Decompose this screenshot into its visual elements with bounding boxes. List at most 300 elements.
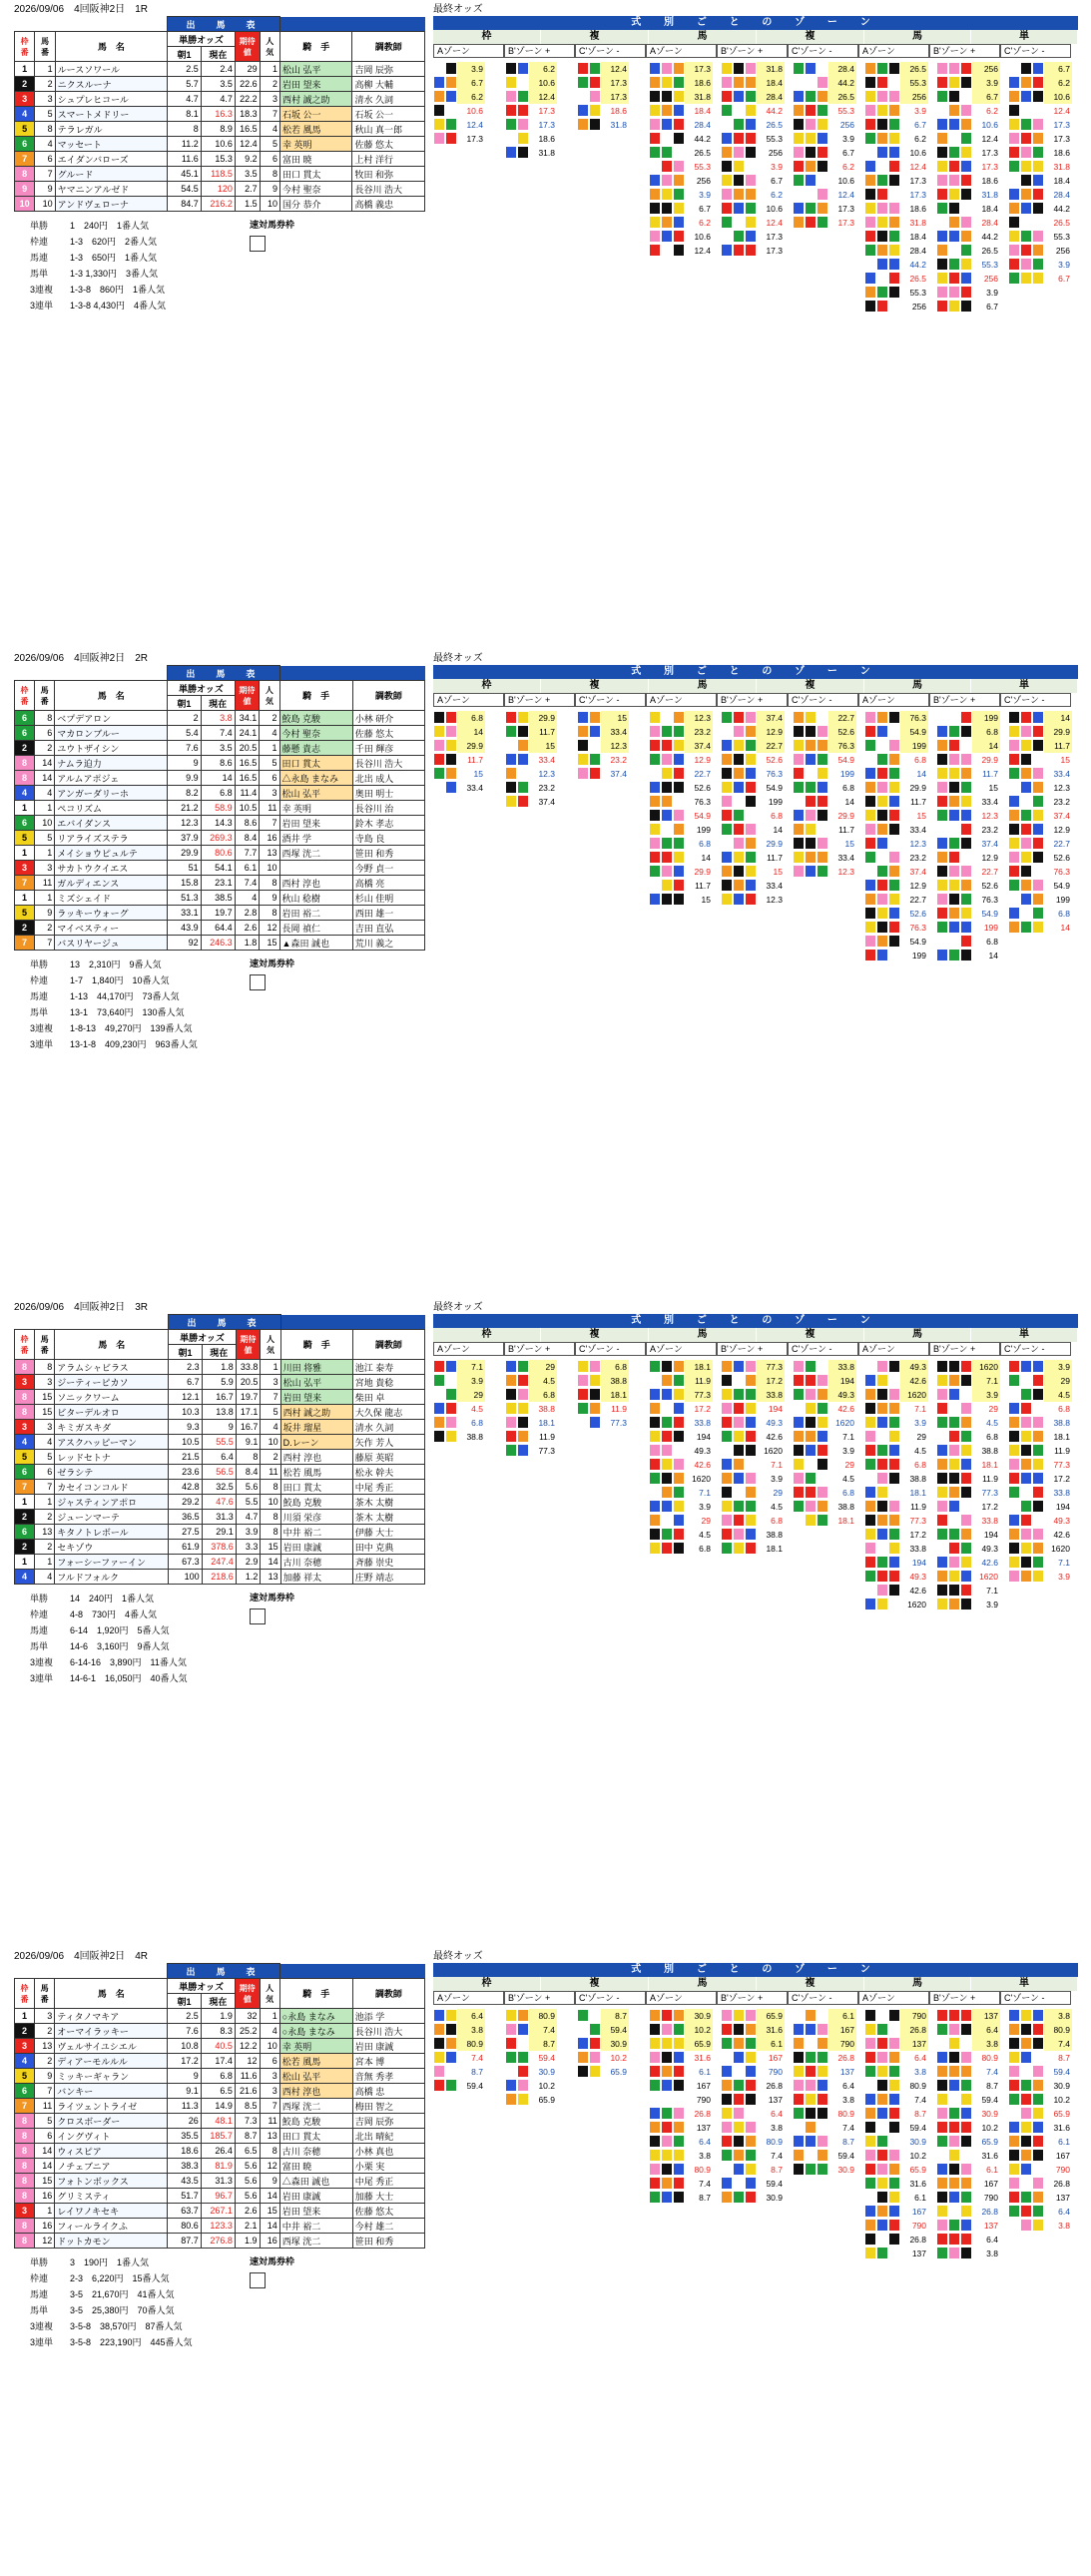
zone-cell-square [876, 851, 888, 864]
horse-name: サカトウクイエス [55, 861, 168, 876]
zone-cell-square [948, 90, 960, 103]
zone-cell-square [876, 2163, 888, 2176]
waku-number: 1 [15, 891, 35, 906]
zone-cell-square [1032, 2093, 1044, 2106]
zone-cell-square [1008, 90, 1020, 103]
zone-cell-value: 6.8 [972, 1430, 1000, 1444]
zone-cell-square [661, 202, 673, 215]
horse-name: クロスボーダー [55, 2114, 168, 2129]
zone-cell-square [505, 104, 517, 117]
zone-cell-square [876, 865, 888, 878]
zone-cell-square [864, 2037, 876, 2050]
zone-cell [793, 146, 856, 160]
zone-cell-square [649, 2079, 661, 2092]
quick-waku-label: 速対馬券枠 [250, 1593, 295, 1603]
zone-cell [1008, 879, 1072, 893]
odds-now: 7.4 [201, 726, 235, 741]
zone-cell-value: 3.9 [900, 104, 928, 118]
zone-cell-square [960, 2233, 972, 2246]
zone-cell-square [661, 104, 673, 117]
zone-heads [433, 1342, 1078, 1356]
zone-cell [793, 725, 856, 739]
zone-cell-square [589, 76, 601, 89]
zone-cell [864, 753, 928, 767]
zone-cell-square [733, 2191, 745, 2204]
zone-heads [433, 44, 1078, 58]
zone-cell-value: 77.3 [1044, 1458, 1072, 1472]
zone-cell [793, 174, 856, 188]
zone-cell-square [817, 188, 828, 201]
col-horse: 馬 名 [55, 681, 168, 711]
zone-cell [864, 1388, 928, 1402]
odds-now: 6.8 [201, 786, 235, 801]
zone-cell-square [1032, 837, 1044, 850]
race-meeting: 4回阪神2日 [74, 653, 126, 664]
zone-cell-square [649, 1430, 661, 1443]
zone-cell-value: 10.2 [1044, 2093, 1072, 2107]
zone-cell [505, 1416, 557, 1430]
waku-number: 4 [15, 2054, 35, 2069]
popularity: 6 [260, 771, 279, 786]
zone-cell-square [577, 1402, 589, 1415]
zone-cell-square [948, 2177, 960, 2190]
payout-body: 1-13 44,170円 73番人気 [70, 991, 180, 1001]
zone-cell [1008, 711, 1072, 725]
zone-cell-square [948, 935, 960, 948]
zone-cell-square [673, 865, 685, 878]
zone-cell-square [517, 2009, 529, 2022]
zone-cell-square [1032, 1528, 1044, 1541]
zone-cell-square [876, 90, 888, 103]
zone-cell-value: 59.4 [1044, 2065, 1072, 2079]
zone-cell-square [805, 62, 817, 75]
zone-cell-value: 11.7 [1044, 739, 1072, 753]
zone-cell-square [517, 2093, 529, 2106]
zone-cell-value: 12.4 [972, 132, 1000, 146]
odds-asa: 9.1 [168, 2084, 201, 2099]
zone-cell [936, 1556, 1000, 1570]
zone-cell-square [960, 1556, 972, 1569]
zone-cell-square [960, 2107, 972, 2120]
zone-cell-square [805, 1500, 817, 1513]
zone-cell [936, 1458, 1000, 1472]
zone-cell-square [876, 244, 888, 257]
odds-asa: 27.5 [169, 1525, 202, 1540]
popularity: 10 [260, 197, 279, 212]
horse-name: ジューンマーテ [55, 1510, 169, 1525]
zone-cell [864, 795, 928, 809]
zone-cell-square [649, 62, 661, 75]
zone-cell-square [1008, 2149, 1020, 2162]
zone-cell-square [948, 2107, 960, 2120]
zone-cell-square [589, 1360, 601, 1373]
zone-cell-square [864, 2205, 876, 2218]
odds-asa: 11.3 [168, 2099, 201, 2114]
trainer-name: 佐藤 悠太 [352, 726, 424, 741]
zone-cell-square [733, 118, 745, 131]
zone-cell [1008, 146, 1072, 160]
jockey-name: 岩田 康誠 [280, 1540, 352, 1555]
zone-column [505, 1360, 557, 1458]
zone-column [649, 62, 713, 258]
zone-cell-square [745, 1444, 757, 1457]
zone-cell-value: 11.9 [900, 1500, 928, 1514]
horse-name: エイダンバローズ [55, 152, 168, 167]
zone-cell-square [745, 1486, 757, 1499]
zone-cell-square [888, 2093, 900, 2106]
horse-name: リアライズステラ [55, 831, 168, 846]
zone-cell [936, 1402, 1000, 1416]
zone-cell [793, 2135, 856, 2149]
zone-cell-square [793, 146, 805, 159]
zone-cell-square [589, 2009, 601, 2022]
zone-cell-value: 29 [757, 1486, 785, 1500]
zone-cell-square [1020, 879, 1032, 892]
zone-cell-square [673, 62, 685, 75]
payout-body: 1-3-8 860円 1番人気 [70, 285, 166, 295]
zone-cell-square [745, 1402, 757, 1415]
trainer-name: 笹田 和秀 [352, 2234, 424, 2249]
zone-cell-square [745, 1514, 757, 1527]
entry-row [15, 182, 425, 197]
horse-number: 4 [34, 786, 54, 801]
zone-cell-square [445, 2065, 457, 2078]
zone-cell-square [888, 160, 900, 173]
jockey-name: 中井 裕二 [280, 1525, 352, 1540]
col-kitai: 期待値 [235, 681, 260, 711]
popularity: 12 [260, 2159, 279, 2174]
zone-cell-value: 12.4 [685, 244, 713, 258]
popularity: 7 [260, 107, 279, 122]
zone-cell-square [864, 1416, 876, 1429]
zone-cell-value: 12.3 [529, 767, 557, 781]
zone-cell-value: 18.6 [972, 174, 1000, 188]
jockey-name: 川須 栄彦 [280, 1510, 352, 1525]
popularity: 8 [260, 167, 279, 182]
zone-cell-square [721, 767, 733, 780]
zone-cell-square [721, 118, 733, 131]
zone-cell [1008, 893, 1072, 907]
zone-cell [793, 2163, 856, 2177]
zone-cell [505, 1430, 557, 1444]
expected-value: 32 [235, 2009, 260, 2024]
zone-group-label: 複 [757, 30, 864, 44]
zone-cell-square [745, 230, 757, 243]
zone-cell-square [876, 795, 888, 808]
zone-cell-value: 33.8 [972, 1514, 1000, 1528]
zone-cell-square [960, 90, 972, 103]
zone-cell-square [661, 2023, 673, 2036]
zone-cell [1008, 739, 1072, 753]
zone-cell-square [864, 1486, 876, 1499]
zone-cell-square [673, 1500, 685, 1513]
zone-cell-square [864, 711, 876, 724]
zone-cell-square [948, 809, 960, 822]
zone-cell-square [864, 118, 876, 131]
odds-asa: 80.6 [168, 2219, 201, 2234]
zone-cell-value: 30.9 [685, 2009, 713, 2023]
col-jockey: 騎 手 [280, 1330, 352, 1360]
zone-cell-value: 22.7 [972, 865, 1000, 879]
zone-cell-square [1032, 1472, 1044, 1485]
popularity: 16 [260, 2234, 279, 2249]
zone-cell-square [589, 753, 601, 766]
zone-cell-square [745, 244, 757, 257]
zone-cell-square [888, 893, 900, 906]
jockey-name: 岩田 康誠 [279, 2189, 352, 2204]
horse-number: 8 [34, 711, 54, 726]
zone-cell-square [505, 739, 517, 752]
zone-cell-square [589, 739, 601, 752]
zone-cell-square [888, 146, 900, 159]
zone-cell [864, 2191, 928, 2205]
zone-cell-square [649, 753, 661, 766]
col-asa: 朝1 [168, 1994, 201, 2009]
entry-table [14, 665, 425, 951]
zone-cell-square [793, 2107, 805, 2120]
zone-cell-square [793, 2121, 805, 2134]
expected-value: 4 [235, 891, 260, 906]
zone-cell-value: 31.8 [972, 188, 1000, 202]
horse-name: セキゾウ [55, 1540, 169, 1555]
zone-cell [1008, 795, 1072, 809]
zone-cell-square [1032, 893, 1044, 906]
zone-cell-square [864, 2009, 876, 2022]
zone-cell [505, 2037, 557, 2051]
zone-cell-square [888, 1584, 900, 1597]
zone-cell [864, 2177, 928, 2191]
zone-grid [433, 1963, 1078, 2258]
zone-cell-square [505, 118, 517, 131]
waku-number: 3 [15, 1420, 35, 1435]
zone-cell-square [517, 90, 529, 103]
zone-cell-square [661, 1444, 673, 1457]
zone-cell-value: 3.9 [685, 188, 713, 202]
zone-cell-square [505, 1374, 517, 1387]
zone-cell-square [948, 2065, 960, 2078]
zone-cell-square [876, 202, 888, 215]
zone-cell [864, 935, 928, 949]
zone-cell-value: 18.6 [601, 104, 629, 118]
zone-cell-square [1020, 132, 1032, 145]
zone-cell-value: 790 [900, 2219, 928, 2233]
zone-cell-value: 6.8 [972, 725, 1000, 739]
zone-cell-square [948, 2023, 960, 2036]
zone-cell [721, 2079, 785, 2093]
payout-body: 2-3 6,220円 15番人気 [70, 2273, 170, 2283]
zone-cell-square [517, 2051, 529, 2064]
zone-cell-value: 26.5 [900, 62, 928, 76]
zone-cell-square [733, 2149, 745, 2162]
zone-cell-value: 10.6 [457, 104, 485, 118]
zone-cell-square [1032, 2023, 1044, 2036]
zone-cell [433, 739, 485, 753]
zone-cell-value: 12.9 [900, 879, 928, 893]
odds-now: 19.7 [201, 906, 235, 921]
waku-number: 4 [15, 1435, 35, 1450]
horse-number: 7 [34, 936, 54, 951]
odds-now: 80.6 [201, 846, 235, 861]
zone-cell-value: 3.8 [828, 2093, 856, 2107]
zone-cell-square [936, 1528, 948, 1541]
zone-cell-square [936, 753, 948, 766]
jockey-name: ○永島 まなみ [279, 2024, 352, 2039]
zone-cell-square [1008, 174, 1020, 187]
zone-cell-square [817, 837, 828, 850]
zone-cell-square [1008, 2023, 1020, 2036]
zone-cell-square [948, 949, 960, 962]
zone-cell [864, 837, 928, 851]
zone-cell-value: 55.3 [1044, 230, 1072, 244]
zone-cell-value: 4.5 [457, 1402, 485, 1416]
waku-number: 1 [15, 2009, 35, 2024]
zone-cell-square [649, 1416, 661, 1429]
horse-name: アンドヴェローナ [55, 197, 168, 212]
horse-name: メイショウピュルテ [55, 846, 168, 861]
zone-cell [936, 286, 1000, 300]
zone-cell-square [1020, 1458, 1032, 1471]
zone-cell-square [445, 2037, 457, 2050]
zone-cell-square [888, 2163, 900, 2176]
zone-cell-value: 22.7 [828, 711, 856, 725]
zone-cell-square [793, 90, 805, 103]
zone-cell-square [888, 725, 900, 738]
zone-cell [1008, 2135, 1072, 2149]
zone-cell-square [745, 795, 757, 808]
odds-now: 123.3 [201, 2219, 235, 2234]
zone-cell-value: 256 [1044, 244, 1072, 258]
zone-cell-square [888, 2135, 900, 2148]
zone-cell [936, 1542, 1000, 1556]
zone-cell-square [517, 1444, 529, 1457]
zone-cell-square [948, 174, 960, 187]
zone-cell-square [733, 104, 745, 117]
expected-value: 7.7 [235, 846, 260, 861]
zone-cell-square [817, 1444, 828, 1457]
zone-cell-value: 76.3 [1044, 865, 1072, 879]
zone-cell-value: 1620 [972, 1570, 1000, 1584]
zone-cell-square [960, 837, 972, 850]
zone-cell-value: 137 [1044, 2191, 1072, 2205]
zone-head: B'ゾーン + [929, 1342, 1000, 1356]
final-odds-title: 最終オッズ [433, 1951, 483, 1962]
zone-cell-square [721, 2107, 733, 2120]
race-section [0, 1298, 1091, 1927]
zone-cell [1008, 1416, 1072, 1430]
zone-cell-square [721, 2135, 733, 2148]
payout-type: 単勝 [30, 960, 49, 969]
zone-cell-square [649, 244, 661, 257]
zone-cell-square [721, 2037, 733, 2050]
zone-cell-square [1008, 1514, 1020, 1527]
zone-cell-square [721, 1374, 733, 1387]
zone-cell-square [433, 2023, 445, 2036]
zone-cell-square [1008, 1374, 1020, 1387]
zone-cell-square [721, 865, 733, 878]
zone-cell-square [721, 2163, 733, 2176]
zone-cell [1008, 1570, 1072, 1584]
zone-cell-square [805, 2163, 817, 2176]
jockey-name: 西塚 洸二 [279, 2099, 352, 2114]
zone-cell-square [517, 2065, 529, 2078]
zone-cell-square [1008, 2079, 1020, 2092]
zone-cell-square [1008, 767, 1020, 780]
zone-cell-square [876, 2149, 888, 2162]
zone-cell-value: 26.5 [757, 118, 785, 132]
zone-cell-square [1020, 739, 1032, 752]
zone-cell-square [745, 1500, 757, 1513]
odds-asa: 87.7 [168, 2234, 201, 2249]
zone-cell-value: 167 [757, 2051, 785, 2065]
zone-cell-square [577, 1416, 589, 1429]
zone-cell [1008, 2163, 1072, 2177]
waku-number: 3 [15, 2039, 35, 2054]
zone-cell-square [948, 865, 960, 878]
zone-cell-square [733, 1542, 745, 1555]
zone-cell-value: 44.2 [685, 132, 713, 146]
zone-cell-square [936, 1584, 948, 1597]
zone-cell-square [589, 711, 601, 724]
zone-cell-square [888, 1570, 900, 1583]
popularity: 10 [261, 1495, 280, 1510]
zone-cell-square [517, 146, 529, 159]
zone-group-label: 複 [541, 1977, 649, 1991]
zone-cell [936, 2093, 1000, 2107]
payout-line [30, 2302, 193, 2318]
zone-cell-square [745, 216, 757, 229]
zone-cell [721, 1500, 785, 1514]
zone-cell-value: 17.3 [529, 104, 557, 118]
zone-cell [1008, 2107, 1072, 2121]
zone-cell-value: 8.7 [828, 2135, 856, 2149]
zone-cell-square [517, 62, 529, 75]
zone-cell [721, 2093, 785, 2107]
zone-cell [649, 879, 713, 893]
zone-cell-square [649, 118, 661, 131]
zone-cell [1008, 202, 1072, 216]
zone-cell-square [960, 2079, 972, 2092]
zone-cell-square [673, 711, 685, 724]
zone-cell-square [864, 851, 876, 864]
zone-cell-square [505, 90, 517, 103]
zone-cell-square [864, 1458, 876, 1471]
zone-cell-square [745, 90, 757, 103]
zone-cell [864, 2121, 928, 2135]
zone-cell-square [589, 1402, 601, 1415]
zone-cell [864, 1458, 928, 1472]
entry-row [15, 2069, 425, 2084]
zone-cell-square [445, 2051, 457, 2064]
zone-cell-square [1008, 1430, 1020, 1443]
horse-name: エバイダンス [55, 816, 168, 831]
waku-number: 2 [15, 77, 35, 92]
zone-cell-square [733, 2065, 745, 2078]
waku-number: 8 [15, 1390, 35, 1405]
zone-cell [1008, 1388, 1072, 1402]
odds-now: 3.5 [201, 741, 235, 756]
zone-cell-value: 29.9 [1044, 725, 1072, 739]
popularity: 3 [260, 92, 279, 107]
zone-cell [936, 188, 1000, 202]
zone-head: B'ゾーン + [929, 1991, 1000, 2005]
zone-cell-square [661, 865, 673, 878]
zone-cell-square [948, 1444, 960, 1457]
entry-row [15, 816, 425, 831]
zone-cell [793, 2107, 856, 2121]
zone-cell-square [505, 711, 517, 724]
zone-cell [864, 921, 928, 935]
zone-cell-square [876, 2205, 888, 2218]
